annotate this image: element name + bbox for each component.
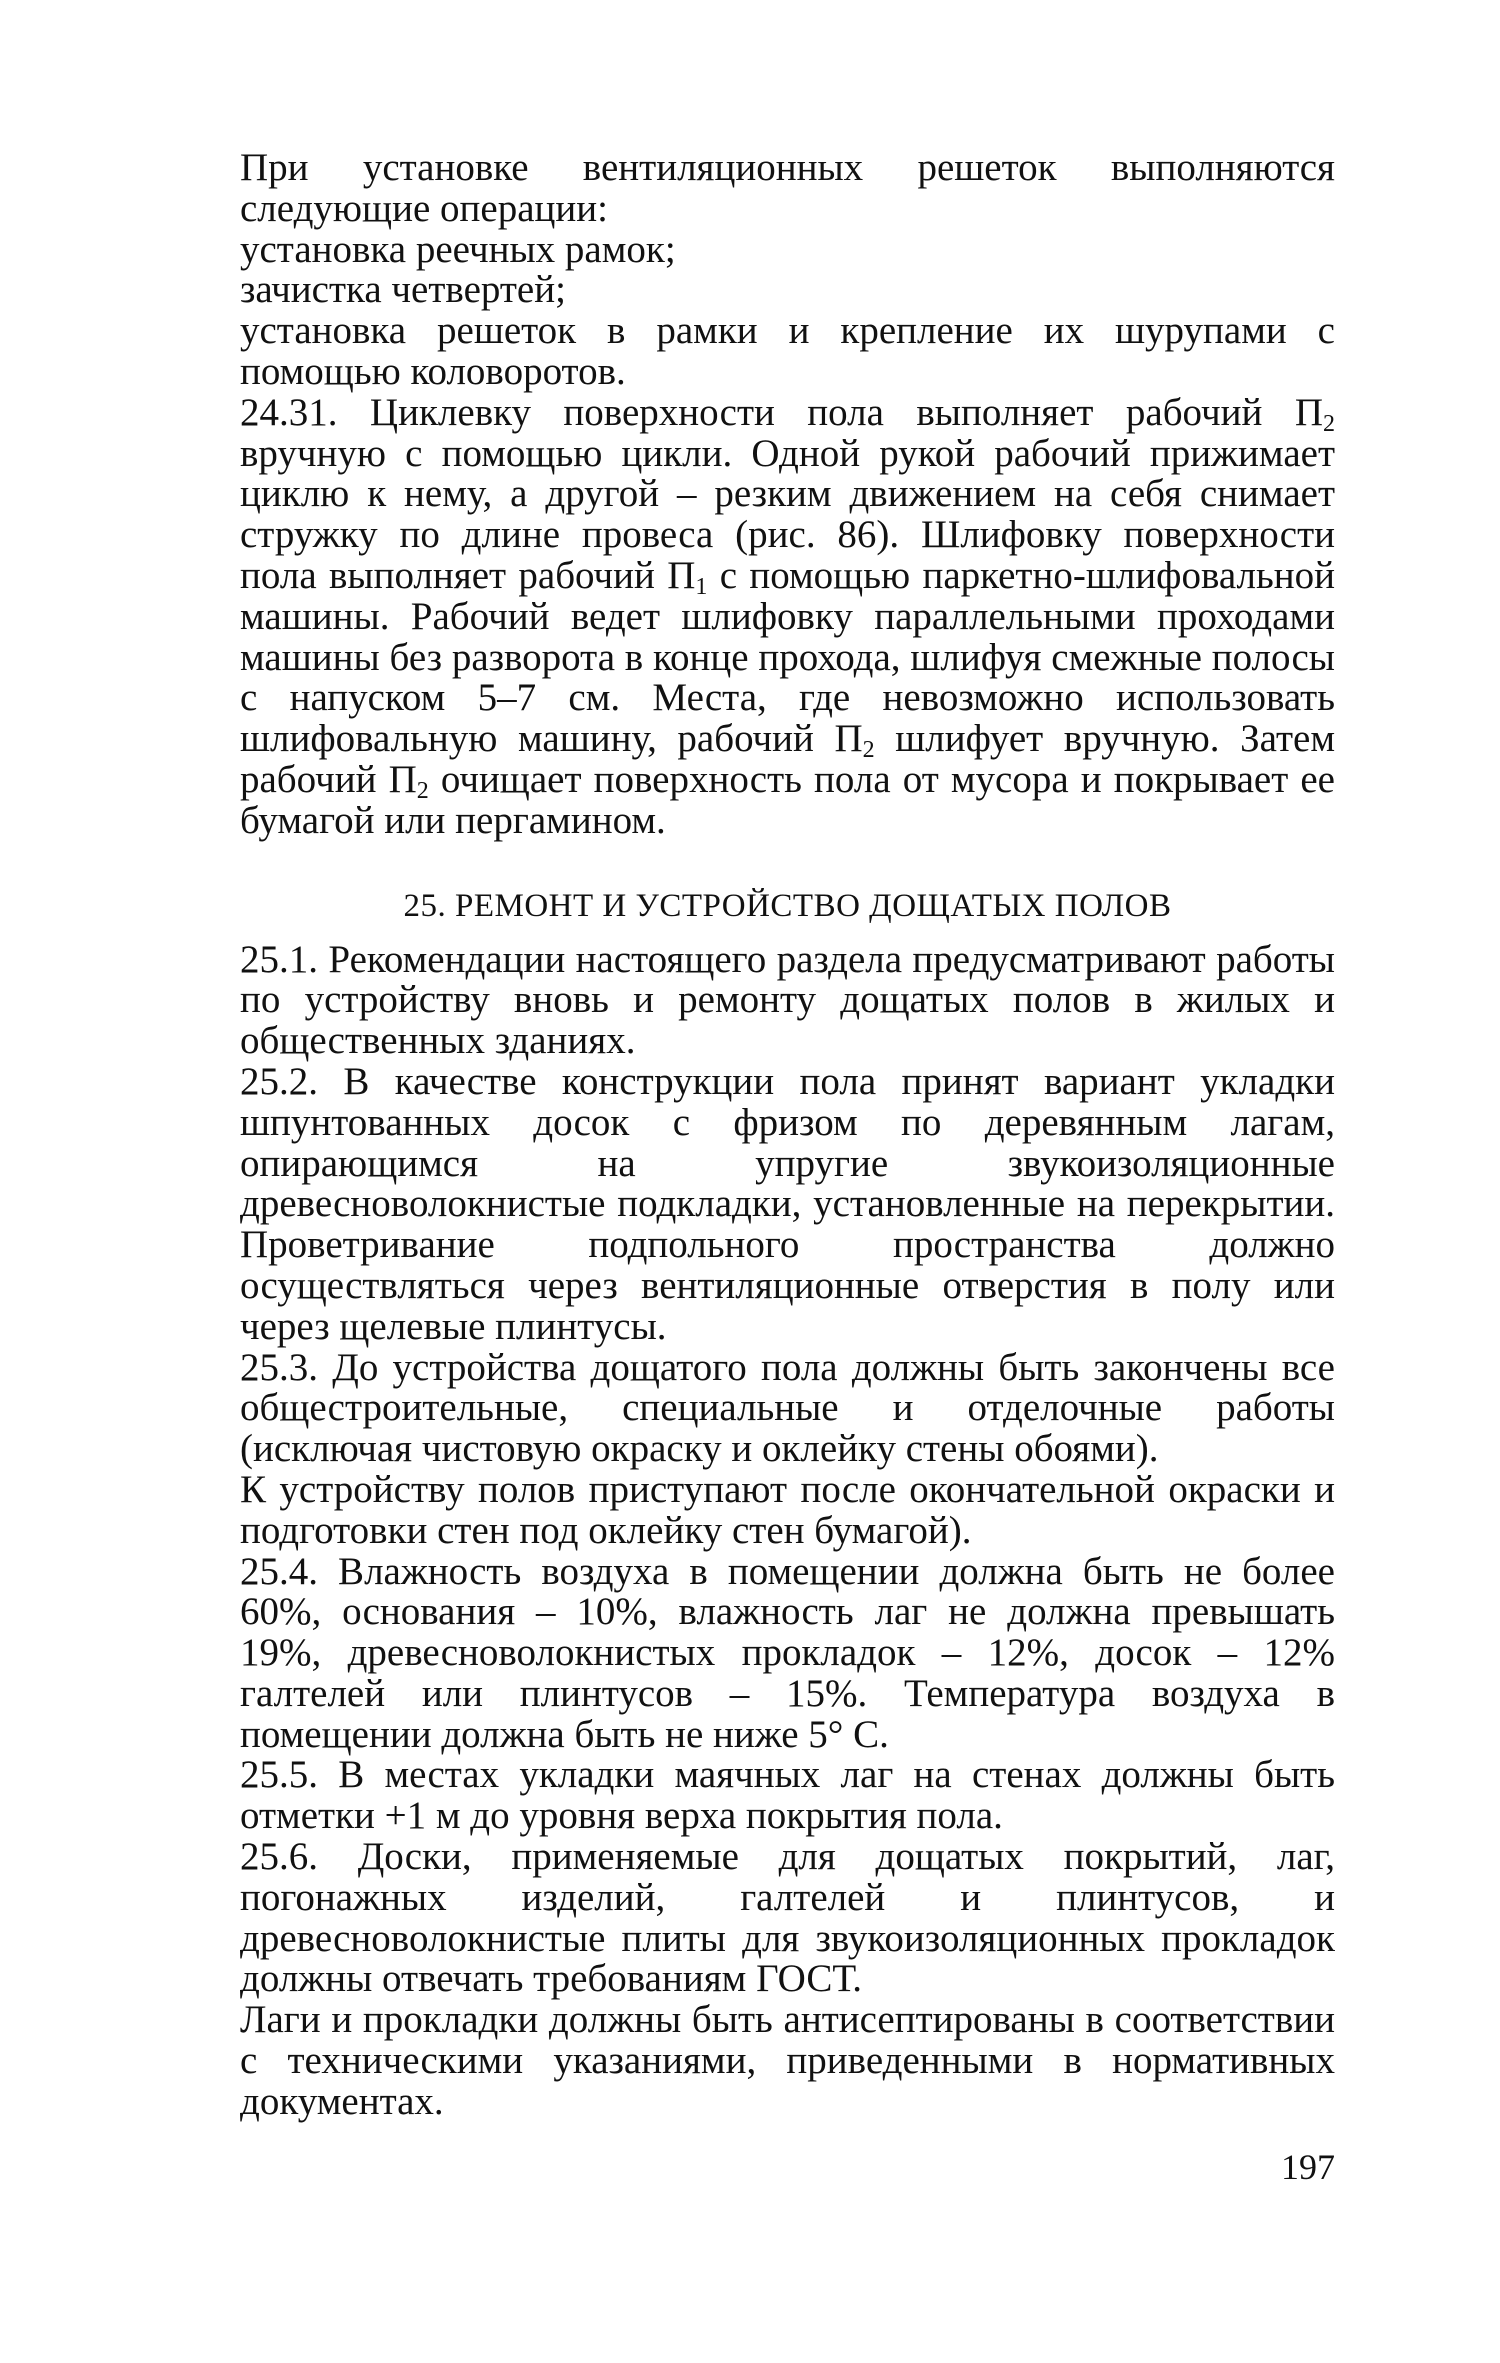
paragraph-24-31 — [240, 390, 1335, 842]
list-item-text: установка решеток в рамки и крепление их шурупами с помощью коловоротов. — [240, 309, 1335, 393]
text-run: шлифует вручную. Затем рабочий П — [240, 717, 1335, 801]
paragraph-25-3: 25.3. До устройства дощатого пола должны быть закончены все общестроительные, специальные и отделочные работы (исключая чистовую окраску и оклейку стены обоями). — [240, 1345, 1335, 1471]
paragraph-25-6-cont: Лаги и прокладки должны быть антисептированы в соответствии с техническими указаниями, приведенными в нормативных документах. — [240, 1998, 1335, 2123]
paragraph-25-6: 25.6. Доски, применяемые для дощатых покрытий, лаг, погонажных изделий, галтелей и плинтусов, и древесноволокнистые плиты для звукоизоляционных прокладок должны отвечать требованиям ГОСТ. — [240, 1835, 1335, 2001]
list-item-text: установка реечных рамок; — [240, 227, 676, 271]
page-number: 197 — [1281, 2147, 1335, 2187]
paragraph-text: При установке вентиляционных решеток выполняются следующие операции: — [240, 146, 1335, 230]
list-item-text: зачистка четвертей; — [240, 268, 566, 312]
text-run: 24.31. Циклевку поверхности пола выполняет рабочий П — [240, 390, 1323, 434]
list-item — [240, 270, 1335, 311]
text-run: очищает поверхность пола от мусора и покрывает ее бумагой или пергамином. — [240, 757, 1335, 842]
paragraph-25-5: 25.5. В местах укладки маячных лаг на стенах должны быть отметки +1 м до уровня верха покрытия пола. — [240, 1753, 1335, 1838]
subscript: 1 — [695, 573, 708, 600]
text-run: вручную с помощью цикли. Одной рукой рабочий прижимает циклю к нему, а другой – резким движением на себя снимает стружку по длине провеса (рис. 86). Шлифовку поверхности пола выполняет рабочий П — [240, 431, 1335, 597]
paragraph-25-4: 25.4. Влажность воздуха в помещении должна быть не более 60%, основания – 10%, влажность лаг не должна превышать 19%, древесноволокнистых прокладок – 12%, досок – 12% галтелей или плинтусов – 15%. Температура воздуха в помещении должна быть не ниже 5° С. — [240, 1549, 1335, 1756]
subscript: 2 — [1323, 410, 1335, 437]
paragraph-intro — [240, 148, 1335, 230]
section-heading: 25. РЕМОНТ И УСТРОЙСТВО ДОЩАТЫХ ПОЛОВ — [403, 887, 1172, 924]
text-run: с помощью паркетно-шлифовальной машины. Рабочий ведет шлифовку параллельными проходами машины без разворота в конце прохода, шлифуя смежные полосы с напуском 5–7 см. Места, где невозможно использовать шлифовальную машину, рабочий П — [240, 553, 1335, 761]
paragraph-25-3-cont: К устройству полов приступают после окончательной окраски и подготовки стен под оклейку стен бумагой). — [240, 1467, 1335, 1552]
page-body — [240, 148, 1335, 2123]
subscript: 2 — [416, 777, 429, 804]
paragraph-25-1: 25.1. Рекомендации настоящего раздела предусматривают работы по устройству вновь и ремонту дощатых полов в жилых и общественных зданиях. — [240, 937, 1335, 1063]
paragraph-25-2: 25.2. В качестве конструкции пола принят вариант укладки шпунтованных досок с фризом по деревянным лагам, опирающимся на упругие звукоизоляционные древесноволокнистые подкладки, установленные на перекрытии. Проветривание подпольного пространства должно осуществляться через вентиляционные отверстия в полу или через щелевые плинтусы. — [240, 1059, 1335, 1348]
subscript: 2 — [862, 737, 875, 764]
list-item — [240, 311, 1335, 393]
list-item — [240, 227, 1335, 271]
